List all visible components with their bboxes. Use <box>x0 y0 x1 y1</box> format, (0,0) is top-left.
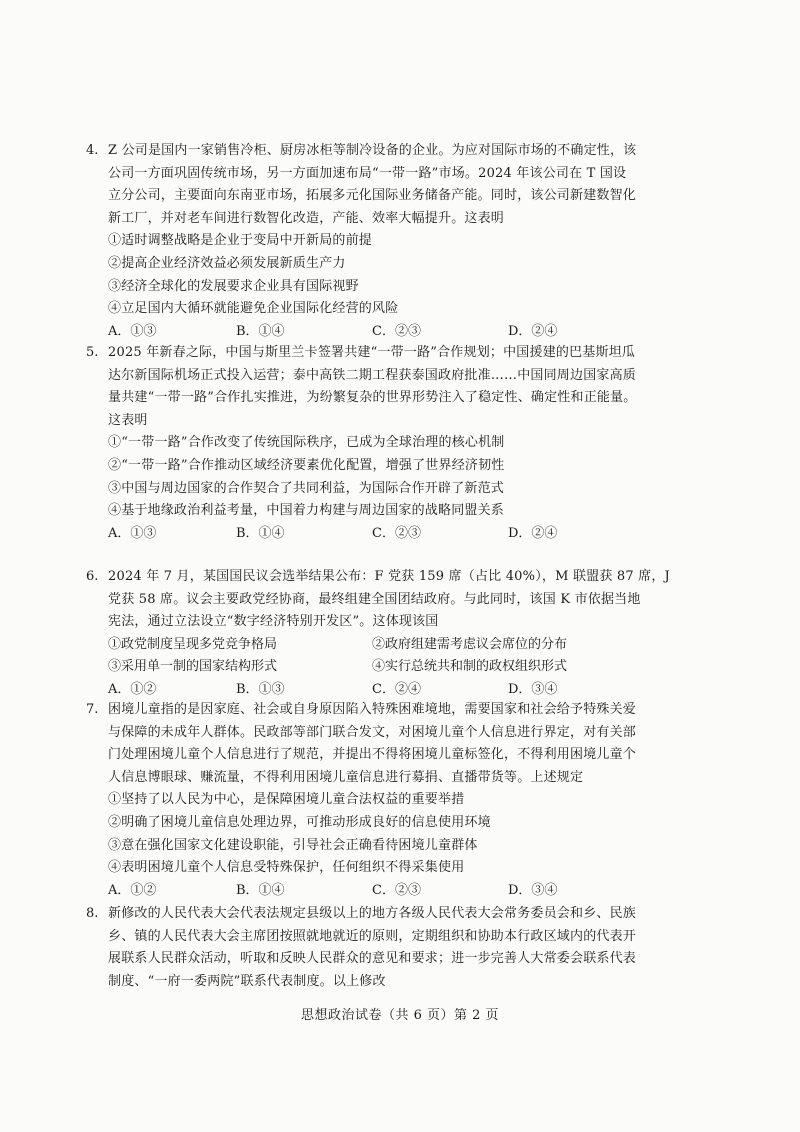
choice-a: A．①③ <box>108 525 157 541</box>
statement-option: ①适时调整战略是企业于变局中开新局的前提 <box>108 233 373 249</box>
choice-b: B．①④ <box>236 525 285 541</box>
statement-option: ①政党制度呈现多党竞争格局 <box>108 636 278 652</box>
question-stem-line: 宪法，通过立法设立“数字经济特别开发区”。这体现该国 <box>108 614 439 630</box>
statement-option-row <box>108 634 668 657</box>
choice-a: A．①③ <box>108 323 157 339</box>
question-stem-line: 新工厂，并对老车间进行数智化改造，产能、效率大幅提升。这表明 <box>108 210 505 226</box>
choice-d: D．②④ <box>508 323 558 339</box>
question-number: 7. <box>86 702 99 717</box>
question-number: 6. <box>86 569 99 584</box>
page-footer: 思想政治试卷（共 6 页）第 2 页 <box>300 1008 500 1023</box>
choice-c: C．②③ <box>372 525 421 541</box>
question-4 <box>86 140 668 343</box>
answer-choices <box>108 880 668 903</box>
question-number: 4. <box>86 143 99 158</box>
statement-option: ①坚持了以人民为中心，是保障困境儿童合法权益的重要举措 <box>108 792 465 808</box>
choice-c: C．②③ <box>372 882 421 898</box>
statement-option: ④立足国内大循环就能避免企业国际化经营的风险 <box>108 301 399 317</box>
statement-option: ②提高企业经济效益必须发展新质生产力 <box>108 255 346 271</box>
choice-b: B．①④ <box>236 323 285 339</box>
choice-c: C．②③ <box>372 323 421 339</box>
question-stem-line: 与保障的未成年人群体。民政部等部门联合发文，对困境儿童个人信息进行界定，对有关部 <box>108 724 637 740</box>
statement-option: ④实行总统共和制的政权组织形式 <box>372 659 568 675</box>
statement-option: ②“一带一路”合作推动区域经济要素优化配置，增强了世界经济韧性 <box>108 457 505 473</box>
answer-choices <box>108 523 668 546</box>
statement-option: ②明确了困境儿童信息处理边界，可推动形成良好的信息使用环境 <box>108 814 491 830</box>
statement-option: ①“一带一路”合作改变了传统国际秩序，已成为全球治理的核心机制 <box>108 435 505 451</box>
choice-a: A．①② <box>108 882 157 898</box>
question-number: 8. <box>86 906 99 921</box>
question-stem-line: 门处理困境儿童个人信息进行了规范，并提出不得将困境儿童标签化，不得利用困境儿童个 <box>108 747 637 763</box>
statement-option: ②政府组建需考虑议会席位的分布 <box>372 636 568 652</box>
question-stem-line: 新修改的人民代表大会代表法规定县级以上的地方各级人民代表大会常务委员会和乡、民族 <box>108 906 637 921</box>
statement-option: ③中国与周边国家的合作契合了共同利益，为国际合作开辟了新范式 <box>108 480 505 496</box>
choice-b: B．①④ <box>236 882 285 898</box>
question-stem-line: 立分公司，主要面向东南亚市场，拓展多元化国际业务储备产能。同时，该公司新建数智化 <box>108 188 637 204</box>
question-5 <box>86 342 668 545</box>
choice-d: D．③④ <box>508 882 558 898</box>
question-stem-line: 达尔新国际机场正式投入运营；泰中高铁二期工程获泰国政府批准……中国同周边国家高质 <box>108 367 637 383</box>
question-number: 5. <box>86 345 99 360</box>
question-stem-line: 展联系人民群众活动，听取和反映人民群众的意见和要求；进一步完善人大常委会联系代表 <box>108 951 637 967</box>
question-stem-line: 制度、“一府一委两院”联系代表制度。以上修改 <box>108 973 386 989</box>
choice-a: A．①② <box>108 681 157 697</box>
statement-option: ③意在强化国家文化建设职能，引导社会正确看待困境儿童群体 <box>108 837 478 853</box>
question-stem-line: 困境儿童指的是因家庭、社会或自身原因陷入特殊困难境地，需要国家和社会给予特殊关爱 <box>108 702 637 717</box>
choice-d: D．③④ <box>508 681 558 697</box>
question-stem-line: 2025 年新春之际，中国与斯里兰卡签署共建“一带一路”合作规划；中国援建的巴基斯坦瓜 <box>108 345 636 360</box>
statement-option: ③采用单一制的国家结构形式 <box>108 659 278 675</box>
question-6 <box>86 566 670 702</box>
choice-d: D．②④ <box>508 525 558 541</box>
question-stem-line: 人信息博眼球、赚流量，不得利用困境儿童信息进行募捐、直播带货等。上述规定 <box>108 769 584 785</box>
question-stem-line: Z 公司是国内一家销售冷柜、厨房冰柜等制冷设备的企业。为应对国际市场的不确定性，该 <box>108 143 637 158</box>
choice-b: B．①③ <box>236 681 285 697</box>
statement-option: ④基于地缘政治利益考量，中国着力构建与周边国家的战略同盟关系 <box>108 503 505 519</box>
choice-c: C．②④ <box>372 681 421 697</box>
question-stem-line: 乡、镇的人民代表大会主席团按照就地就近的原则，定期组织和协助本行政区域内的代表开 <box>108 928 637 944</box>
question-stem-line: 量共建“一带一路”合作扎实推进，为纷繁复杂的世界形势注入了稳定性、确定性和正能量。 <box>108 390 637 406</box>
question-stem-line: 2024 年 7 月，某国国民议会选举结果公布：F 党获 159 席（占比 40%），M 联盟获 87 席，J <box>108 569 670 584</box>
statement-option: ③经济全球化的发展要求企业具有国际视野 <box>108 278 359 294</box>
question-stem-line: 公司一方面巩固传统市场，另一方面加速布局“一带一路”市场。2024 年该公司在 T 国设 <box>108 165 627 181</box>
answer-choices <box>108 321 668 344</box>
question-stem-line: 这表明 <box>108 412 148 428</box>
question-stem-line: 党获 58 席。议会主要政党经协商，最终组建全国团结政府。与此同时，该国 K 市依据当地 <box>108 591 641 607</box>
question-7 <box>86 699 668 902</box>
question-8 <box>86 903 668 993</box>
statement-option: ④表明困境儿童个人信息受特殊保护，任何组织不得采集使用 <box>108 860 465 876</box>
statement-option-row <box>108 656 668 679</box>
